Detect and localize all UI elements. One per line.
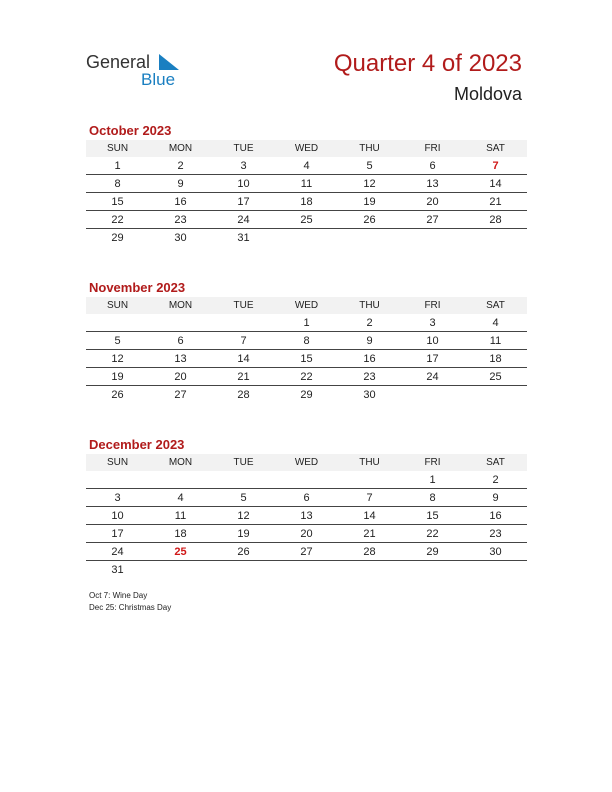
day-cell: 12 [86,350,149,368]
logo-flag-icon [159,54,179,70]
weekday-header: SUN [86,297,149,314]
day-cell: 5 [212,489,275,507]
weekday-header: THU [338,297,401,314]
calendar-table [86,297,527,403]
week-row [86,229,527,247]
empty-day-cell [464,561,527,579]
empty-day-cell [338,471,401,489]
empty-day-cell [338,229,401,247]
week-row [86,350,527,368]
day-cell: 7 [212,332,275,350]
calendar-table [86,454,527,578]
day-cell: 17 [401,350,464,368]
weekday-header: SUN [86,140,149,157]
day-cell: 1 [401,471,464,489]
day-cell: 17 [212,193,275,211]
day-cell: 26 [338,211,401,229]
empty-day-cell [212,471,275,489]
day-cell: 15 [401,507,464,525]
country-name: Moldova [453,84,522,104]
empty-day-cell [464,229,527,247]
day-cell: 15 [86,193,149,211]
day-cell: 23 [464,525,527,543]
weekday-header: TUE [212,140,275,157]
day-cell: 26 [111,388,124,401]
day-cell: 23 [149,211,212,229]
empty-day-cell [149,471,212,489]
weekday-header-row [86,297,527,314]
week-row [86,471,527,489]
day-cell: 8 [86,175,149,193]
day-cell: 25 [275,211,338,229]
week-row [86,525,527,543]
weekday-header: THU [338,454,401,471]
empty-day-cell [149,314,212,332]
day-cell: 21 [464,193,527,211]
week-row [86,211,527,229]
weekday-header-row [86,454,527,471]
day-cell: 9 [338,332,401,350]
empty-day-cell [401,386,464,404]
day-cell: 24 [212,211,275,229]
quarter-title: Quarter 4 of 2023 [333,50,522,77]
day-cell: 24 [401,368,464,386]
day-cell: 15 [275,350,338,368]
month-title: October 2023 [89,123,172,138]
day-cell: 6 [275,489,338,507]
day-cell: 4 [149,489,212,507]
month-title: December 2023 [89,437,185,452]
week-row [86,157,527,175]
holiday-notes [89,590,171,614]
week-row [86,561,527,579]
holiday-note: Oct 7: Wine Day [89,591,148,600]
day-cell: 3 [86,489,149,507]
weekday-header: WED [275,297,338,314]
day-cell: 27 [174,388,187,401]
day-cell: 13 [401,175,464,193]
day-cell: 13 [149,350,212,368]
day-cell: 28 [464,211,527,229]
day-cell: 30 [464,543,527,561]
day-cell: 10 [86,507,149,525]
day-cell: 31 [111,563,124,576]
weekday-header: SAT [464,140,527,157]
empty-day-cell [86,471,149,489]
day-cell: 6 [149,332,212,350]
empty-day-cell [401,229,464,247]
week-row [86,368,527,386]
day-cell: 11 [464,332,527,350]
day-cell: 21 [338,525,401,543]
day-cell: 5 [86,332,149,350]
empty-day-cell [212,561,275,579]
generalblue-logo [86,50,196,90]
day-cell: 27 [401,211,464,229]
day-cell: 22 [275,368,338,386]
logo-text-general: General [86,52,151,72]
day-cell: 30 [363,388,376,401]
week-row [86,543,527,561]
weekday-header: SAT [464,297,527,314]
empty-day-cell [275,471,338,489]
day-cell: 29 [401,543,464,561]
day-cell: 20 [149,368,212,386]
day-cell: 7 [338,489,401,507]
weekday-header: TUE [212,297,275,314]
day-cell: 9 [149,175,212,193]
weekday-header-row [86,140,527,157]
day-cell: 23 [338,368,401,386]
weekday-header: WED [275,140,338,157]
day-cell: 19 [212,525,275,543]
empty-day-cell [275,561,338,579]
day-cell: 16 [338,350,401,368]
day-cell: 28 [237,388,250,401]
weekday-header: SAT [464,454,527,471]
day-cell: 29 [300,388,313,401]
empty-day-cell [464,386,527,404]
day-cell: 11 [149,507,212,525]
empty-day-cell [401,561,464,579]
day-cell: 10 [401,332,464,350]
day-cell: 11 [275,175,338,193]
calendar-table [86,140,527,246]
day-cell: 5 [338,157,401,175]
week-row [86,507,527,525]
day-cell: 3 [401,314,464,332]
day-cell: 1 [86,157,149,175]
day-cell: 26 [212,543,275,561]
day-cell: 25 [464,368,527,386]
day-cell: 2 [149,157,212,175]
weekday-header: SUN [86,454,149,471]
holiday-note: Dec 25: Christmas Day [89,603,172,612]
day-cell: 28 [338,543,401,561]
day-cell: 25 [149,543,212,561]
month-title: November 2023 [89,280,186,295]
day-cell: 13 [275,507,338,525]
day-cell: 19 [338,193,401,211]
day-cell: 20 [401,193,464,211]
day-cell: 14 [464,175,527,193]
day-cell: 17 [86,525,149,543]
week-row [86,175,527,193]
weekday-header: MON [149,140,212,157]
day-cell: 27 [275,543,338,561]
day-cell: 4 [275,157,338,175]
month-december [86,436,527,578]
day-cell: 24 [86,543,149,561]
empty-day-cell [212,314,275,332]
day-cell: 4 [464,314,527,332]
day-cell: 14 [212,350,275,368]
day-cell: 2 [464,471,527,489]
day-cell: 18 [464,350,527,368]
month-october [86,122,527,246]
day-cell: 10 [212,175,275,193]
month-november [86,279,527,403]
day-cell: 22 [86,211,149,229]
week-row [86,489,527,507]
day-cell: 7 [464,157,527,175]
weekday-header: MON [149,454,212,471]
day-cell: 18 [149,525,212,543]
day-cell: 16 [149,193,212,211]
weekday-header: WED [275,454,338,471]
weekday-header: FRI [401,140,464,157]
empty-day-cell [86,314,149,332]
day-cell: 1 [275,314,338,332]
week-row [86,193,527,211]
day-cell: 29 [111,231,124,244]
week-row [86,314,527,332]
day-cell: 6 [401,157,464,175]
week-row [86,386,527,404]
day-cell: 21 [212,368,275,386]
empty-day-cell [149,561,212,579]
day-cell: 19 [86,368,149,386]
day-cell: 18 [275,193,338,211]
day-cell: 14 [338,507,401,525]
weekday-header: FRI [401,297,464,314]
day-cell: 30 [174,231,187,244]
day-cell: 2 [338,314,401,332]
empty-day-cell [275,229,338,247]
day-cell: 20 [275,525,338,543]
day-cell: 12 [338,175,401,193]
logo-text-blue: Blue [141,70,176,89]
day-cell: 8 [275,332,338,350]
day-cell: 8 [401,489,464,507]
week-row [86,332,527,350]
weekday-header: THU [338,140,401,157]
day-cell: 22 [401,525,464,543]
empty-day-cell [338,561,401,579]
weekday-header: MON [149,297,212,314]
day-cell: 12 [212,507,275,525]
day-cell: 3 [212,157,275,175]
day-cell: 16 [464,507,527,525]
weekday-header: TUE [212,454,275,471]
day-cell: 9 [464,489,527,507]
day-cell: 31 [237,231,250,244]
weekday-header: FRI [401,454,464,471]
